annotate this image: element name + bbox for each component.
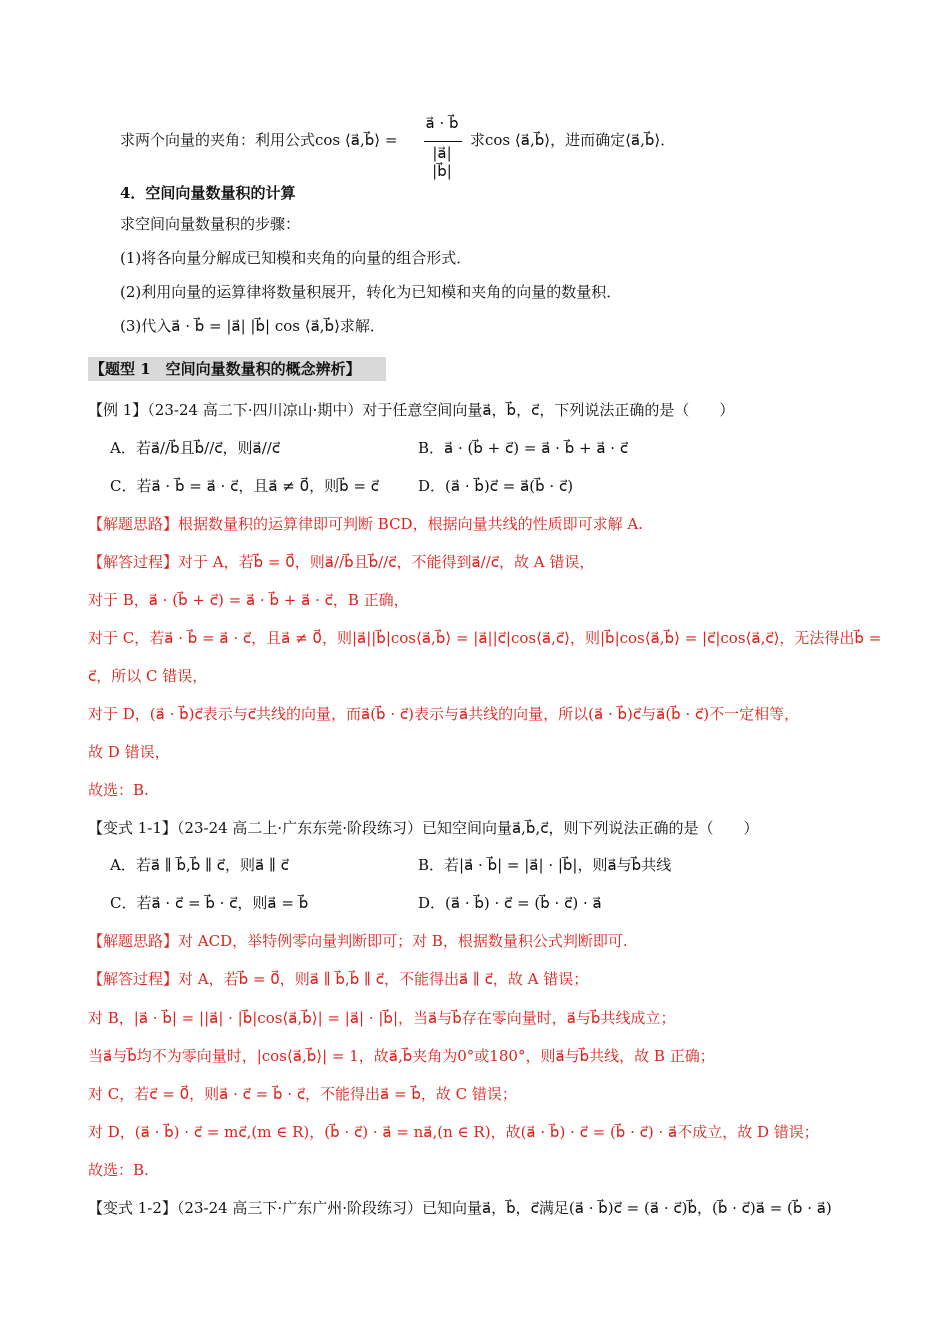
variant-1-1-process-c: 对 C，若c⃗ = 0⃗，则a⃗ · c⃗ = b⃗ · c⃗，不能得出a⃗ = b⃗，故 C 错误； xyxy=(88,1085,517,1103)
step-3: (3)代入a⃗ · b⃗ = |a⃗| |b⃗| cos ⟨a⃗,b⃗⟩求解． xyxy=(120,317,385,335)
variant-1-1-option-d: D．(a⃗ · b⃗) · c⃗ = (b⃗ · c⃗) · a⃗ xyxy=(418,894,602,912)
variant-1-1-process-b: 对 B，|a⃗ · b⃗| = ||a⃗| · |b⃗|cos⟨a⃗,b⃗⟩| = |a⃗| · |b⃗|，当a⃗与b⃗存在零向量时，a⃗与b⃗共线成立； xyxy=(88,1009,676,1027)
variant-1-1-process-b-cont: 当a⃗与b⃗均不为零向量时，|cos⟨a⃗,b⃗⟩| = 1，故a⃗,b⃗夹角为0°或180°，则a⃗与b⃗共线，故 B 正确； xyxy=(88,1047,715,1065)
variant-1-1-option-c: C．若a⃗ · c⃗ = b⃗ · c⃗，则a⃗ = b⃗ xyxy=(110,894,309,912)
variant-1-1-process-a: 【解答过程】对 A，若b⃗ = 0⃗，则a⃗ ∥ b⃗,b⃗ ∥ c⃗，不能得出a⃗ ∥ c⃗，故 A 错误； xyxy=(88,970,589,988)
variant-1-1-idea: 【解题思路】对 ACD，举特例零向量判断即可；对 B，根据数量积公式判断即可. xyxy=(88,932,628,950)
variant-1-1-option-a: A．若a⃗ ∥ b⃗,b⃗ ∥ c⃗，则a⃗ ∥ c⃗ xyxy=(110,856,289,874)
section-intro: 求空间向量数量积的步骤： xyxy=(120,215,301,233)
variant-1-1-process-d: 对 D，(a⃗ · b⃗) · c⃗ = mc⃗,(m ∈ R)，(b⃗ · c⃗) · a⃗ = na⃗,(n ∈ R)，故(a⃗ · b⃗) · c⃗ = (b⃗ · c⃗) · a⃗不成立，故 D 错误； xyxy=(88,1123,819,1141)
step-1: (1)将各向量分解成已知模和夹角的向量的组合形式． xyxy=(120,249,472,267)
fraction-bar xyxy=(424,141,462,142)
example-1-process-c-cont: c⃗，所以 C 错误， xyxy=(88,667,208,685)
example-1-process-b: 对于 B，a⃗ · (b⃗ + c⃗) = a⃗ · b⃗ + a⃗ · c⃗，B 正确， xyxy=(88,591,409,609)
angle-formula-suffix: 求cos ⟨a⃗,b⃗⟩，进而确定⟨a⃗,b⃗⟩． xyxy=(470,131,676,149)
variant-1-2-stem: 【变式 1-2】（23-24 高三下·广东广州·阶段练习）已知向量a⃗，b⃗，c⃗满足(a⃗ · b⃗)c⃗ = (a⃗ · c⃗)b⃗，(b⃗ · c⃗)a⃗ = (b⃗ · a⃗) xyxy=(88,1199,832,1217)
example-1-idea: 【解题思路】根据数量积的运算律即可判断 BCD，根据向量共线的性质即可求解 A. xyxy=(88,515,643,533)
topic-heading: 【题型 1 空间向量数量积的概念辨析】 xyxy=(90,360,361,378)
variant-1-1-answer: 故选：B. xyxy=(88,1161,149,1179)
example-1-process-a: 【解答过程】对于 A，若b⃗ = 0⃗，则a⃗//b⃗且b⃗//c⃗，不能得到a⃗//c⃗，故 A 错误， xyxy=(88,553,595,571)
example-1-answer: 故选：B. xyxy=(88,781,149,799)
fraction-denominator: |a⃗| |b⃗| xyxy=(432,144,452,180)
example-1-option-b: B．a⃗ · (b⃗ + c⃗) = a⃗ · b⃗ + a⃗ · c⃗ xyxy=(418,439,629,457)
example-1-process-d: 对于 D，(a⃗ · b⃗)c⃗表示与c⃗共线的向量，而a⃗(b⃗ · c⃗)表示与a⃗共线的向量，所以(a⃗ · b⃗)c⃗与a⃗(b⃗ · c⃗)不一定相等， xyxy=(88,705,800,723)
section-heading: 4．空间向量数量积的计算 xyxy=(120,184,296,202)
example-1-process-c: 对于 C，若a⃗ · b⃗ = a⃗ · c⃗，且a⃗ ≠ 0⃗，则|a⃗||b⃗|cos⟨a⃗,b⃗⟩ = |a⃗||c⃗|cos⟨a⃗,c⃗⟩，则|b⃗|cos⟨a⃗,b⃗⟩ = |c⃗|cos⟨a⃗,c⃗⟩，无法得出b⃗ = xyxy=(88,629,882,647)
example-1-option-a: A．若a⃗//b⃗且b⃗//c⃗，则a⃗//c⃗ xyxy=(110,439,281,457)
example-1-option-c: C．若a⃗ · b⃗ = a⃗ · c⃗，且a⃗ ≠ 0⃗，则b⃗ = c⃗ xyxy=(110,477,380,495)
example-1-stem: 【例 1】（23-24 高二下·四川凉山·期中）对于任意空间向量a⃗，b⃗，c⃗，下列说法正确的是（ ） xyxy=(88,401,735,419)
example-1-option-d: D．(a⃗ · b⃗)c⃗ = a⃗(b⃗ · c⃗) xyxy=(418,477,574,495)
variant-1-1-stem: 【变式 1-1】（23-24 高二上·广东东莞·阶段练习）已知空间向量a⃗,b⃗,c⃗，则下列说法正确的是（ ） xyxy=(88,819,759,837)
step-2: (2)利用向量的运算律将数量积展开，转化为已知模和夹角的向量的数量积． xyxy=(120,283,622,301)
angle-fraction xyxy=(422,114,464,180)
fraction-numerator: a⃗ · b⃗ xyxy=(425,114,459,132)
example-1-process-d-cont: 故 D 错误， xyxy=(88,743,170,761)
variant-1-1-option-b: B．若|a⃗ · b⃗| = |a⃗| · |b⃗|，则a⃗与b⃗共线 xyxy=(418,856,672,874)
angle-formula-prefix: 求两个向量的夹角：利用公式cos ⟨a⃗,b⃗⟩ = xyxy=(120,131,398,149)
